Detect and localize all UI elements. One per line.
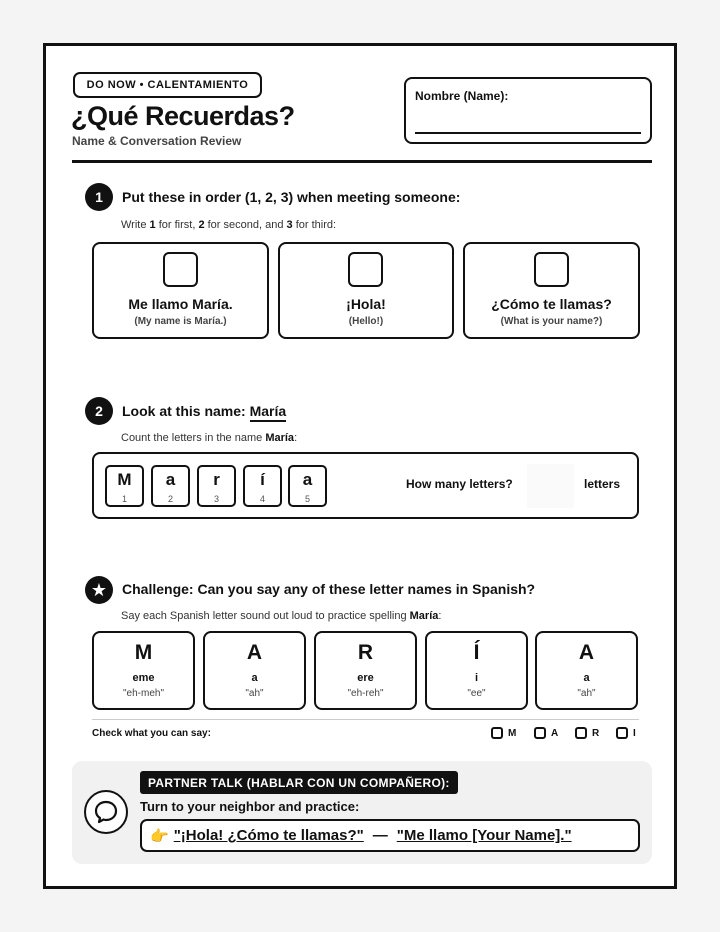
check-item-i[interactable] <box>616 727 636 739</box>
spanish-letter-name: i <box>474 672 479 684</box>
spanish-letter-name: a <box>251 672 258 684</box>
spanish-letter-card <box>92 631 195 710</box>
check-item-label: A <box>551 727 559 739</box>
letter-count-question: How many letters? <box>406 477 513 491</box>
partner-phrase-box <box>140 819 640 852</box>
letter-count-panel <box>92 452 639 519</box>
order-card-phrase: ¿Cómo te llamas? <box>491 296 612 312</box>
order-card-hola <box>278 242 454 339</box>
order-card-translation: (What is your name?) <box>500 316 603 327</box>
spanish-letter-pronunciation: "eh-meh" <box>122 688 164 699</box>
spanish-letter: M <box>134 641 153 664</box>
pointing-hand-icon: 👉 <box>150 827 169 845</box>
check-label: Check what you can say: <box>92 728 211 739</box>
spanish-letter-name: ere <box>357 672 374 684</box>
letter-index: 3 <box>213 494 219 504</box>
letter-char: r <box>213 470 220 489</box>
checkbox[interactable] <box>491 727 503 739</box>
phrase-greeting: "¡Hola! ¿Cómo te llamas?" <box>173 827 364 844</box>
spanish-letter-pronunciation: "eh-reh" <box>347 688 384 699</box>
checkbox[interactable] <box>616 727 628 739</box>
page-title: ¿Qué Recuerdas? <box>71 101 295 131</box>
order-answer-box[interactable] <box>534 252 569 287</box>
letter-count-unit: letters <box>584 477 621 491</box>
partner-talk-instruction: Turn to your neighbor and practice: <box>140 799 360 814</box>
letter-index: 2 <box>167 494 173 504</box>
letter-char: a <box>302 470 313 489</box>
order-card-translation: (My name is María.) <box>134 316 227 327</box>
letter-tile <box>151 465 190 507</box>
order-card-phrase: ¡Hola! <box>346 296 386 312</box>
letter-index: 5 <box>304 494 310 504</box>
spanish-letter-pronunciation: "ee" <box>467 688 486 699</box>
question-2-heading: Look at this name: María <box>122 403 286 419</box>
letter-count-answer-field[interactable] <box>527 464 574 508</box>
check-item-m[interactable] <box>491 727 516 739</box>
check-item-label: R <box>592 727 600 739</box>
spanish-letter: R <box>357 641 374 664</box>
partner-talk-tag: PARTNER TALK (HABLAR CON UN COMPAÑERO): <box>140 771 458 794</box>
question-1-heading: Put these in order (1, 2, 3) when meeting someone: <box>122 189 461 205</box>
question-2-number: 2 <box>85 397 113 425</box>
order-answer-box[interactable] <box>163 252 198 287</box>
check-item-label: I <box>633 727 636 739</box>
name-label: Nombre (Name): <box>415 89 509 103</box>
order-card-me-llamo <box>92 242 269 339</box>
header-divider <box>72 160 652 163</box>
question-1-number: 1 <box>85 183 113 211</box>
speech-bubble-icon <box>84 790 128 834</box>
order-card-como-te-llamas <box>463 242 640 339</box>
check-item-label: M <box>508 727 517 739</box>
phrase-response: "Me llamo [Your Name]." <box>396 827 572 844</box>
spanish-letter: Í <box>473 641 480 664</box>
order-card-translation: (Hello!) <box>348 316 384 327</box>
order-card-phrase: Me llamo María. <box>128 296 233 312</box>
page-subtitle: Name & Conversation Review <box>72 134 242 148</box>
checkbox[interactable] <box>575 727 587 739</box>
worksheet <box>43 43 677 889</box>
question-1-instructions: Write 1 for first, 2 for second, and 3 for third: <box>121 219 337 231</box>
letter-char: a <box>165 470 176 489</box>
letter-char: í <box>260 470 265 489</box>
checkbox[interactable] <box>534 727 546 739</box>
letter-tile <box>105 465 144 507</box>
spanish-letter: A <box>578 641 595 664</box>
challenge-instructions: Say each Spanish letter sound out loud to practice spelling María: <box>121 610 442 622</box>
question-2-instructions: Count the letters in the name María: <box>121 432 298 444</box>
letter-tile <box>243 465 282 507</box>
letter-tile <box>288 465 327 507</box>
spanish-letter-pronunciation: "ah" <box>577 688 596 699</box>
letter-index: 4 <box>259 494 265 504</box>
check-item-r[interactable] <box>575 727 599 739</box>
name-field-box[interactable] <box>404 77 652 144</box>
spanish-letter-card <box>314 631 417 710</box>
star-icon: ★ <box>85 576 113 604</box>
spanish-letter-card <box>203 631 306 710</box>
partner-talk-panel <box>72 761 652 864</box>
check-item-a[interactable] <box>534 727 558 739</box>
do-now-tag: DO NOW • CALENTAMIENTO <box>73 72 262 98</box>
speech-bubble-svg <box>93 799 119 825</box>
challenge-heading: Challenge: Can you say any of these letter names in Spanish? <box>122 581 536 597</box>
spanish-letter-name: a <box>583 672 590 684</box>
spanish-letter-pronunciation: "ah" <box>245 688 264 699</box>
letter-char: M <box>117 470 132 489</box>
spanish-letter: A <box>246 641 263 664</box>
challenge-divider <box>92 719 639 720</box>
letter-index: 1 <box>121 494 127 504</box>
letter-tile <box>197 465 236 507</box>
order-answer-box[interactable] <box>348 252 383 287</box>
spanish-letter-card <box>535 631 638 710</box>
spanish-letter-name: eme <box>132 672 155 684</box>
name-write-line[interactable] <box>415 132 641 134</box>
spanish-letter-card <box>425 631 528 710</box>
phrase-dash: — <box>372 827 388 844</box>
